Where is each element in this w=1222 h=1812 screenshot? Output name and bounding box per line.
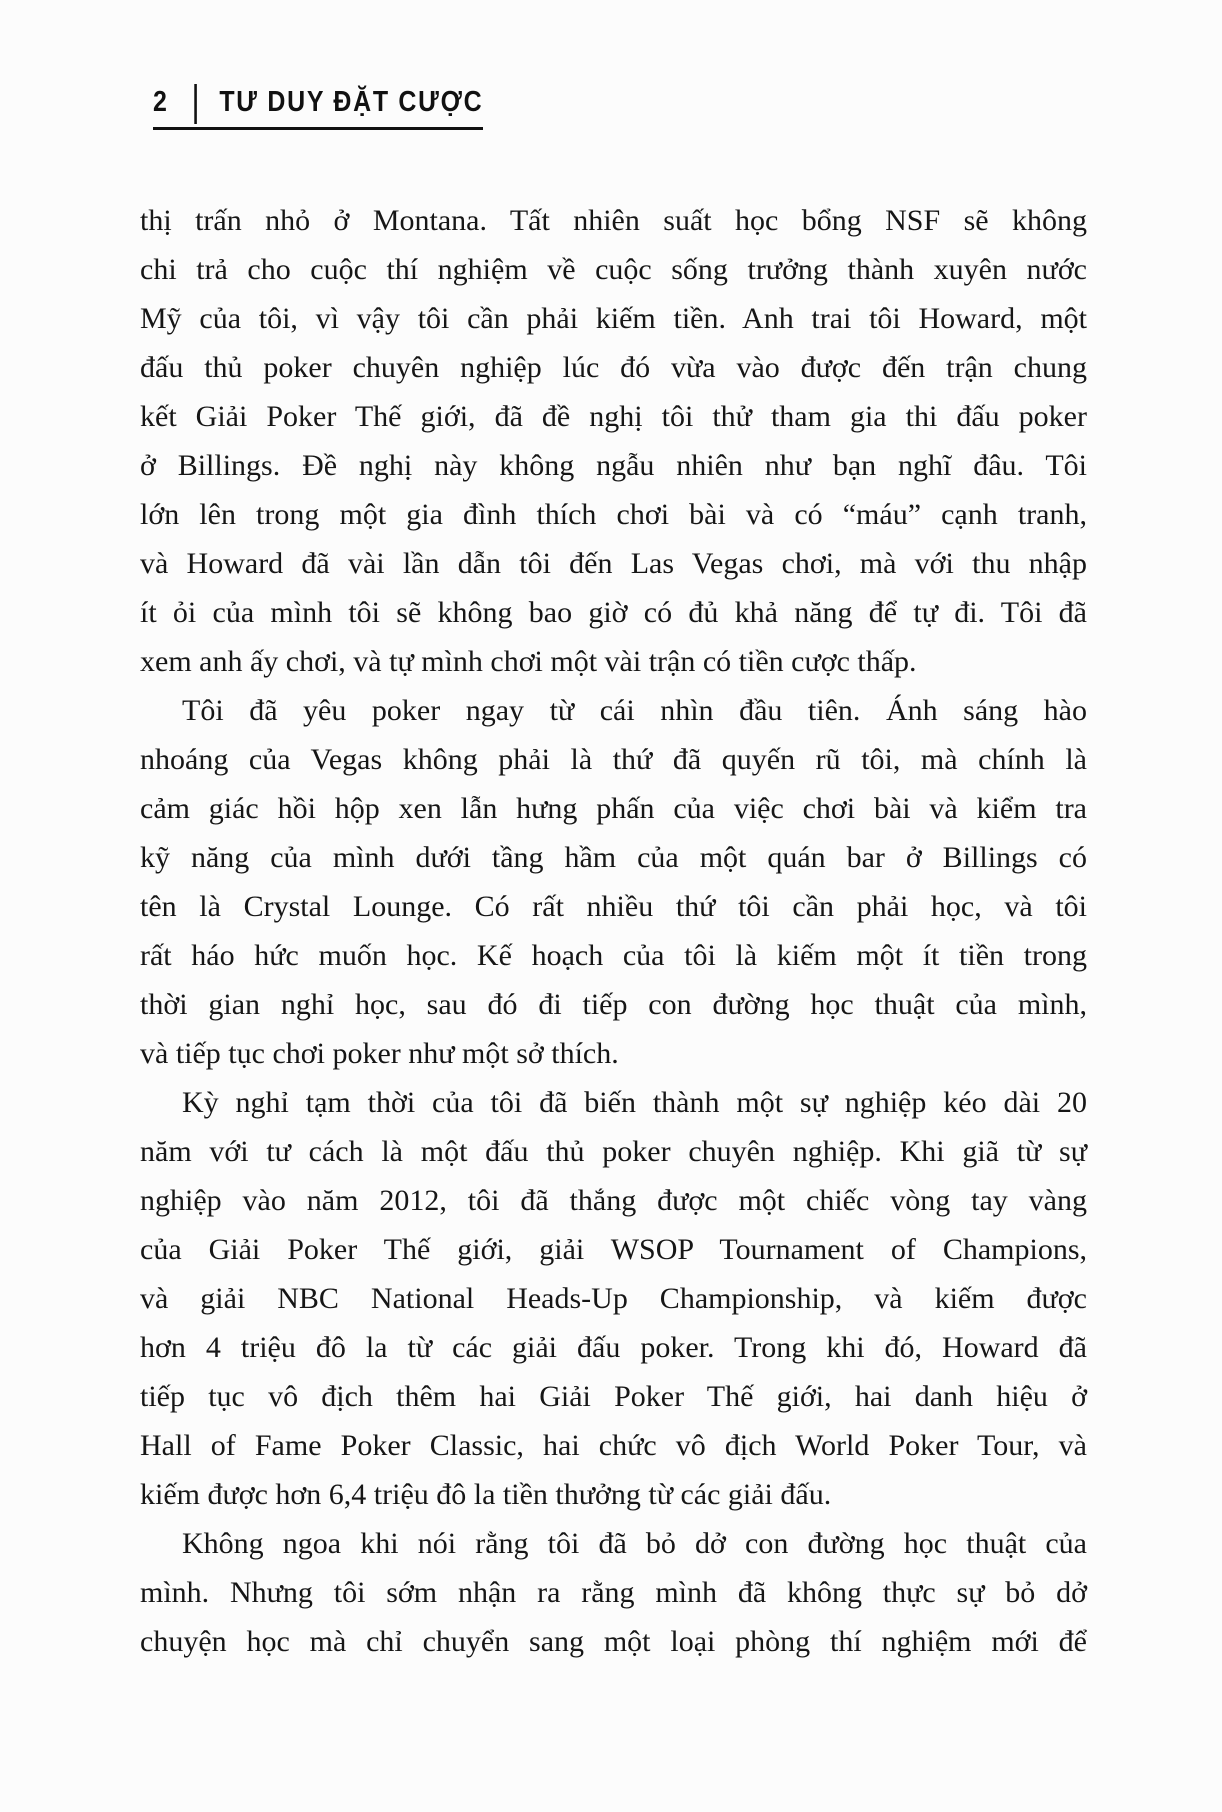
text-line: Không ngoa khi nói rằng tôi đã bỏ dở con đường học thuật của [182,1527,1087,1560]
text-line: tiếp tục vô địch thêm hai Giải Poker Thế giới, hai danh hiệu ở [140,1380,1087,1413]
header-rule [153,127,483,130]
text-line: chi trả cho cuộc thí nghiệm về cuộc sống trưởng thành xuyên nước [140,253,1087,286]
text-line: xem anh ấy chơi, và tự mình chơi một vài trận có tiền cược thấp. [140,645,917,678]
text-line: và Howard đã vài lần dẫn tôi đến Las Vegas chơi, mà với thu nhập [140,547,1087,580]
text-line: Hall of Fame Poker Classic, hai chức vô địch World Poker Tour, và [140,1429,1087,1462]
text-line: kết Giải Poker Thế giới, đã đề nghị tôi thử tham gia thi đấu poker [140,400,1087,433]
text-line: kiếm được hơn 6,4 triệu đô la tiền thưởng từ các giải đấu. [140,1478,832,1511]
text-line: năm với tư cách là một đấu thủ poker chuyên nghiệp. Khi giã từ sự [140,1135,1087,1168]
text-line: tên là Crystal Lounge. Có rất nhiều thứ tôi cần phải học, và tôi [140,890,1087,923]
text-line: Mỹ của tôi, vì vậy tôi cần phải kiếm tiền. Anh trai tôi Howard, một [140,302,1087,335]
text-line: và giải NBC National Heads-Up Championship, và kiếm được [140,1282,1087,1315]
text-line: và tiếp tục chơi poker như một sở thích. [140,1037,619,1070]
text-line: ít ỏi của mình tôi sẽ không bao giờ có đủ khả năng để tự đi. Tôi đã [140,596,1087,629]
text-line: thời gian nghỉ học, sau đó đi tiếp con đường học thuật của mình, [140,988,1087,1021]
text-line: ở Billings. Đề nghị này không ngẫu nhiên như bạn nghĩ đâu. Tôi [140,449,1087,482]
text-line: thị trấn nhỏ ở Montana. Tất nhiên suất học bổng NSF sẽ không [140,204,1087,237]
page-header [153,84,483,124]
text-line: chuyện học mà chỉ chuyển sang một loại phòng thí nghiệm mới để [140,1625,1087,1658]
book-title: TƯ DUY ĐẶT CƯỢC [219,86,484,118]
text-line: hơn 4 triệu đô la từ các giải đấu poker. Trong khi đó, Howard đã [140,1331,1087,1364]
text-line: đấu thủ poker chuyên nghiệp lúc đó vừa vào được đến trận chung [140,351,1087,384]
text-line: nhoáng của Vegas không phải là thứ đã quyến rũ tôi, mà chính là [140,743,1087,776]
body-text [140,196,1087,1666]
text-line: của Giải Poker Thế giới, giải WSOP Tournament of Champions, [140,1233,1087,1266]
text-line: rất háo hức muốn học. Kế hoạch của tôi là kiếm một ít tiền trong [140,939,1087,972]
text-line: cảm giác hồi hộp xen lẫn hưng phấn của việc chơi bài và kiểm tra [140,792,1087,825]
text-line: Tôi đã yêu poker ngay từ cái nhìn đầu tiên. Ánh sáng hào [182,694,1087,727]
text-line: lớn lên trong một gia đình thích chơi bài và có “máu” cạnh tranh, [140,498,1087,531]
text-line: Kỳ nghỉ tạm thời của tôi đã biến thành một sự nghiệp kéo dài 20 [182,1086,1087,1119]
text-line: kỹ năng của mình dưới tầng hầm của một quán bar ở Billings có [140,841,1087,874]
text-line: mình. Nhưng tôi sớm nhận ra rằng mình đã không thực sự bỏ dở [140,1576,1087,1609]
page-number: 2 [153,86,169,118]
text-line: nghiệp vào năm 2012, tôi đã thắng được một chiếc vòng tay vàng [140,1184,1087,1217]
header-separator-bar [194,84,197,124]
